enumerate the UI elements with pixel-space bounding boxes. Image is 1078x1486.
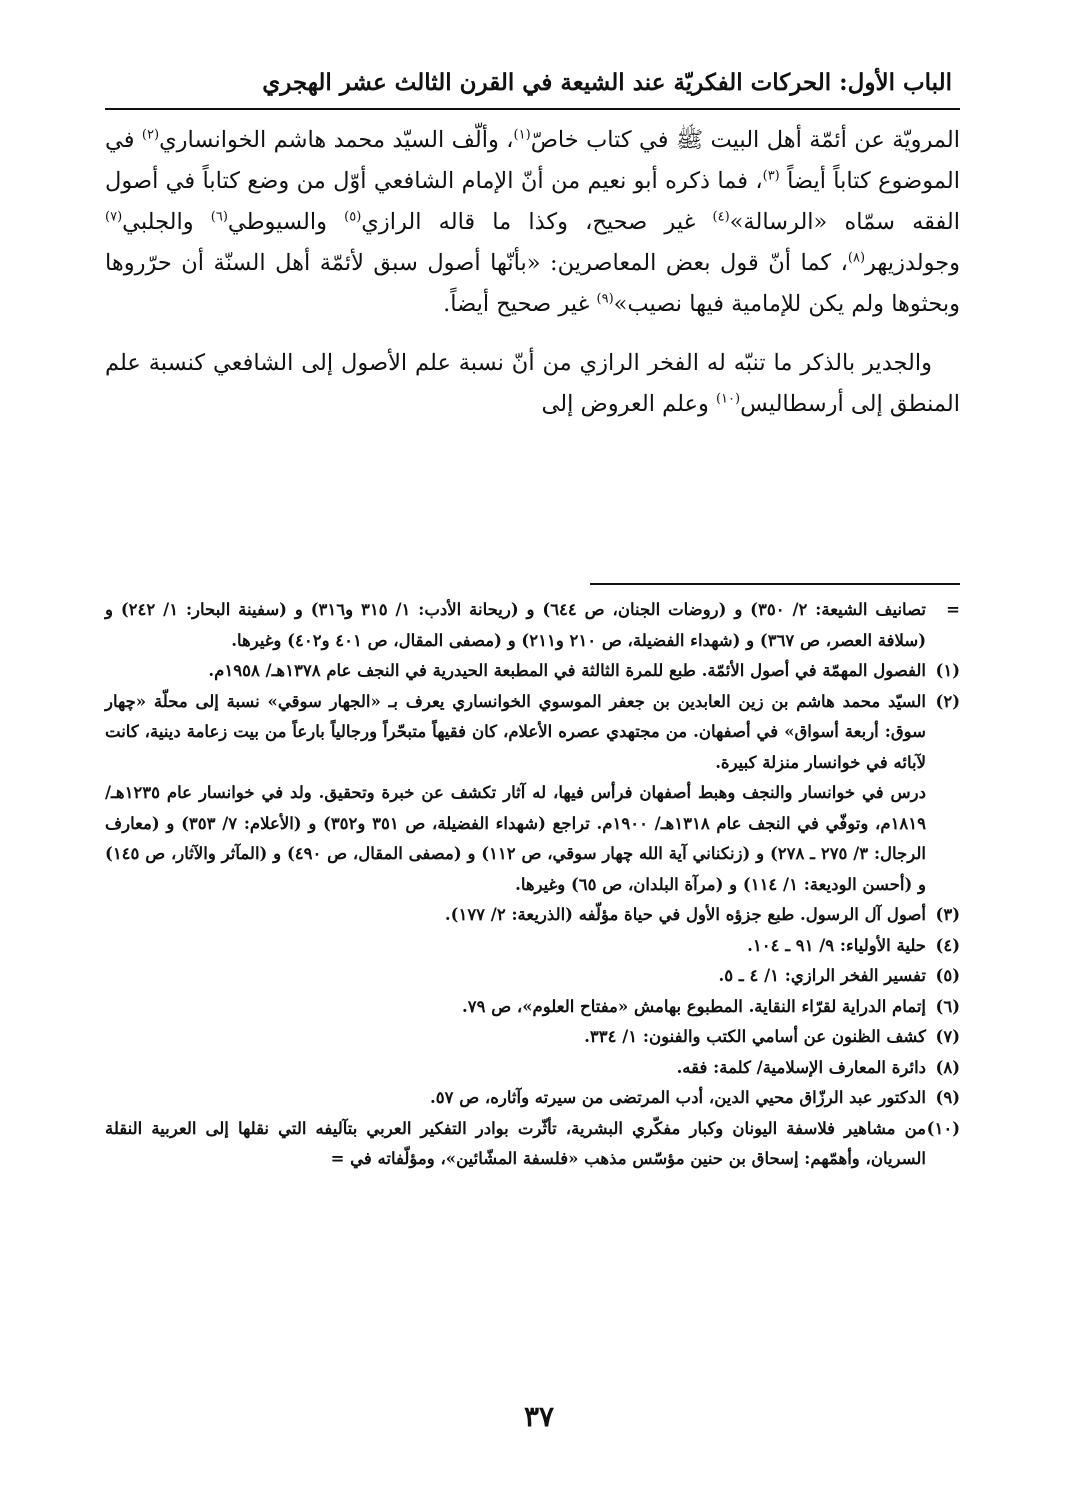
footnote-5: (٥) تفسير الفخر الرازي: ١/ ٤ ـ ٥.: [105, 961, 960, 992]
footnote-number: (٦): [935, 996, 960, 1016]
footnote-ref[interactable]: (١٠): [715, 391, 741, 407]
footnote-number: (٩): [935, 1088, 960, 1107]
main-text: [105, 120, 960, 425]
footnote-number: (٤): [935, 935, 960, 955]
continuation-marker: =: [946, 600, 960, 619]
footnote-1: (١) الفصول المهمّة في أصول الأئمّة. طبع للمرة الثالثة في المطبعة الحيدرية في النجف عام ١٣٧٨هـ/ ١٩٥٨م.: [105, 656, 960, 687]
footnote-ref[interactable]: (٥): [344, 209, 362, 225]
header-rule: [105, 108, 960, 110]
footnote-ref[interactable]: (٢): [141, 127, 160, 143]
footnote-number: (٢): [935, 691, 960, 711]
footnote-number: (١٠): [926, 1118, 960, 1138]
footnote-3: (٣) أصول آل الرسول. طبع جزؤه الأول في حياة مؤلّفه (الذريعة: ٢/ ١٧٧).: [105, 900, 960, 931]
footnote-4: (٤) حلية الأولياء: ٩/ ٩١ ـ ١٠٤.: [105, 931, 960, 962]
paragraph-2: والجدير بالذكر ما تنبّه له الفخر الرازي من أنّ نسبة علم الأصول إلى الشافعي كنسبة علم المنطق إلى أرسطاليس$^{(١٠)}$ وعلم العروض إلى: [105, 350, 960, 417]
chapter-title: الباب الأول: الحركات الفكريّة عند الشيعة في القرن الثالث عشر الهجري: [262, 69, 952, 96]
footnote-number: (٨): [935, 1057, 960, 1077]
footnote-separator: [590, 583, 960, 585]
footnote-ref[interactable]: (٣): [762, 168, 780, 184]
footnote-9: (٩) الدكتور عبد الرزّاق محيي الدين، أدب المرتضى من سيرته وآثاره، ص ٥٧.: [105, 1083, 960, 1114]
footnote-continued: = تصانيف الشيعة: ٢/ ٣٥٠) و (روضات الجنان، ص ٦٤٤) و (ريحانة الأدب: ١/ ٣١٥ و٣١٦) و (سفينة البحار: ١/ ٢٤٢) و (سلافة العصر، ص ٣٦٧) و (شهداء الفضيلة، ص ٢١٠ و٢١١) و (مصفى المقال، ص ٤٠١ و٤٠٢) وغيرها.: [105, 595, 960, 656]
footnote-6: (٦) إتمام الدراية لقرّاء النقاية. المطبوع بهامش «مفتاح العلوم»، ص ٧٩.: [105, 992, 960, 1023]
footnote-10: (١٠) من مشاهير فلاسفة اليونان وكبار مفكّري البشرية، تأثّرت بوادر التفكير العربي بتآليفه التي نقلها إلى العربية النقلة السريان، وأهمّهم: إسحاق بن حنين مؤسّس مذهب «فلسفة المشّائين»، ومؤلّفاته في =: [105, 1114, 960, 1175]
footnote-7: (٧) كشف الظنون عن أسامي الكتب والفنون: ١/ ٣٣٤.: [105, 1022, 960, 1053]
footnote-number: (٥): [935, 966, 960, 985]
footnote-ref[interactable]: (٩): [596, 291, 614, 307]
footnote-ref[interactable]: (٦): [210, 209, 228, 225]
footnote-number: (٧): [935, 1027, 960, 1046]
footnote-8: (٨) دائرة المعارف الإسلامية/ كلمة: فقه.: [105, 1053, 960, 1084]
footnote-ref[interactable]: (٤): [712, 209, 730, 225]
footnote-ref[interactable]: (١): [513, 127, 531, 143]
footnote-ref[interactable]: (٨): [847, 250, 866, 266]
page-number: ٣٧: [523, 1400, 555, 1433]
footnotes: [105, 595, 960, 1175]
footnote-number: (١): [935, 661, 960, 680]
running-header: [105, 66, 960, 100]
footnote-number: (٣): [935, 905, 960, 924]
paragraph-1: المرويّة عن أئمّة أهل البيت ﷺ في كتاب خاصّ$^{(١)}$، وألّف السيّد محمد هاشم الخوانساري$^{(٢)}$ في الموضوع كتاباً أيضاً $^{(٣)}$، فما ذكره أبو نعيم من أنّ الإمام الشافعي أوّل من وضع كتاباً في أصول الفقه سمّاه «الرسالة»$^{(٤)}$ غير صحيح، وكذا ما قاله الرازي$^{(٥)}$ والسيوطي$^{(٦)}$ والجلبي$^{(٧)}$ وجولدزيهر$^{(٨)}$، كما أنّ قول بعض المعاصرين: «بأنّها أصول سبق لأئمّة أهل السنّة أن حرّروها وبحثوها ولم يكن للإمامية فيها نصيب»$^{(٩)}$ غير صحيح أيضاً.: [105, 127, 960, 317]
footnote-2: (٢) السيّد محمد هاشم بن زين العابدين بن جعفر الموسوي الخوانساري يعرف بـ «الجهار سوقي» نسبة إلى محلّة «چهار سوق: أربعة أسواق» في أصفهان. من مجتهدي عصره الأعلام، كان فقيهاً متبحّراً ورجالياً بارعاً من بيت زعامة دينية، كانت لآبائه في خوانسار منزلة كبيرة. درس في خوانسار والنجف وهبط أصفهان فرأس فيها، له آثار تكشف عن خبرة وتحقيق. ولد في خوانسار عام ١٢٣٥هـ/ ١٨١٩م، وتوفّي في النجف عام ١٣١٨هـ/ ١٩٠٠م. تراجع (شهداء الفضيلة، ص ٣٥١ و٣٥٢) و (الأعلام: ٧/ ٣٥٣) و (معارف الرجال: ٣/ ٢٧٥ ـ ٢٧٨) و (زنكناني آية الله چهار سوقي، ص ١١٢) و (مصفى المقال، ص ٤٩٠) و (المآثر والآثار، ص ١٤٥) و (أحسن الوديعة: ١/ ١١٤) و (مرآة البلدان، ص ٦٥) وغيرها.: [105, 687, 960, 901]
footnote-ref[interactable]: (٧): [105, 209, 123, 225]
